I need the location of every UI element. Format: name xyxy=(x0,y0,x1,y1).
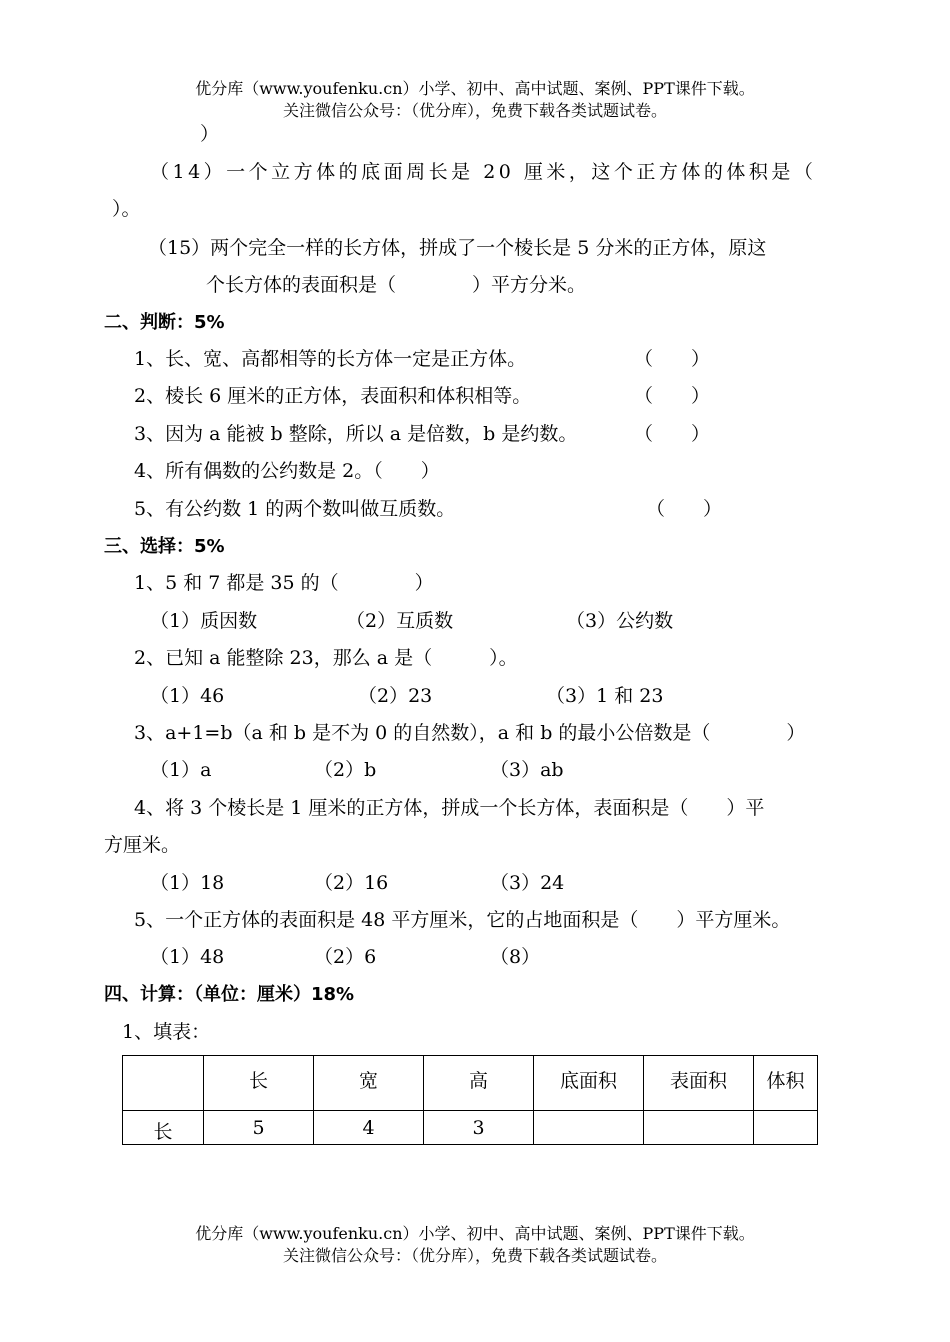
judge-item-3-paren: （ ） xyxy=(634,423,711,445)
choice-q1-stem: 1、5 和 7 都是 35 的（ ） xyxy=(134,572,434,594)
judge-item-1-paren: （ ） xyxy=(634,348,711,370)
question-15-line-2: 个长方体的表面积是（ ）平方分米。 xyxy=(206,274,587,296)
choice-q4-opt-1: （1）18 xyxy=(150,872,225,894)
judge-item-5-paren: （ ） xyxy=(646,498,723,520)
question-14-line-1: （14）一个立方体的底面周长是 20 厘米，这个正方体的体积是（ xyxy=(150,161,817,183)
choice-q2-stem: 2、已知 a 能整除 23，那么 a 是（ ）。 xyxy=(134,647,518,669)
choice-q4-stem-line-1: 4、将 3 个棱长是 1 厘米的正方体，拼成一个长方体，表面积是（ ）平 xyxy=(134,797,765,819)
choice-q4-opt-3: （3）24 xyxy=(490,872,565,894)
table-header-cell: 高 xyxy=(424,1056,534,1111)
choice-q5-stem: 5、一个正方体的表面积是 48 平方厘米，它的占地面积是（ ）平方厘米。 xyxy=(134,909,791,931)
choice-q4-stem-line-2: 方厘米。 xyxy=(104,834,181,856)
section-choice-title: 三、选择：5% xyxy=(104,536,225,557)
table-cell: 5 xyxy=(204,1111,314,1145)
header-line-1: 优分库（www.youfenku.cn）小学、初中、高中试题、案例、PPT课件下载。 xyxy=(195,79,755,98)
section-calc-title: 四、计算：（单位：厘米）18% xyxy=(104,984,355,1005)
header-line-2: 关注微信公众号：（优分库），免费下载各类试题试卷。 xyxy=(282,101,667,120)
question-15-line-1: （15）两个完全一样的长方体，拼成了一个棱长是 5 分米的正方体，原这 xyxy=(148,237,767,259)
table-row xyxy=(123,1111,818,1145)
table-header-cell: 长 xyxy=(204,1056,314,1111)
table-header-cell: 宽 xyxy=(314,1056,424,1111)
choice-q1-opt-3: （3）公约数 xyxy=(566,610,674,632)
choice-q1-opt-1: （1）质因数 xyxy=(150,610,258,632)
judge-item-3: 3、因为 a 能被 b 整除，所以 a 是倍数，b 是约数。 xyxy=(134,423,578,445)
judge-item-5: 5、有公约数 1 的两个数叫做互质数。 xyxy=(134,498,456,520)
table-header-cell xyxy=(123,1056,204,1111)
judge-item-4: 4、所有偶数的公约数是 2。（ ） xyxy=(134,460,440,482)
question-14-line-2: ）。 xyxy=(112,198,141,220)
table-cell xyxy=(754,1111,818,1145)
choice-q5-opt-2: （2）6 xyxy=(314,946,377,968)
footer-line-2: 关注微信公众号：（优分库），免费下载各类试题试卷。 xyxy=(282,1246,667,1265)
table-header-cell: 表面积 xyxy=(644,1056,754,1111)
judge-item-2: 2、棱长 6 厘米的正方体，表面积和体积相等。 xyxy=(134,385,532,407)
table-cell: 长 xyxy=(123,1111,204,1145)
choice-q5-opt-1: （1）48 xyxy=(150,946,225,968)
choice-q1-opt-2: （2）互质数 xyxy=(346,610,454,632)
choice-q5-opt-3: （8） xyxy=(490,946,541,968)
stray-paren: ） xyxy=(200,123,220,145)
choice-q4-opt-2: （2）16 xyxy=(314,872,389,894)
table-cell: 3 xyxy=(424,1111,534,1145)
choice-q2-opt-3: （3）1 和 23 xyxy=(546,685,664,707)
judge-item-1: 1、长、宽、高都相等的长方体一定是正方体。 xyxy=(134,348,527,370)
table-header-cell: 体积 xyxy=(754,1056,818,1111)
choice-q2-opt-1: （1）46 xyxy=(150,685,225,707)
footer-line-1: 优分库（www.youfenku.cn）小学、初中、高中试题、案例、PPT课件下载。 xyxy=(195,1224,755,1243)
table-header-cell: 底面积 xyxy=(534,1056,644,1111)
table-header-row xyxy=(123,1056,818,1111)
section-judge-title: 二、判断：5% xyxy=(104,312,225,333)
dimension-table xyxy=(122,1055,818,1145)
calc-subtitle: 1、填表： xyxy=(122,1021,211,1043)
choice-q3-opt-1: （1）a xyxy=(150,759,212,781)
table-cell: 4 xyxy=(314,1111,424,1145)
choice-q3-opt-2: （2）b xyxy=(314,759,377,781)
choice-q2-opt-2: （2）23 xyxy=(358,685,433,707)
choice-q3-stem: 3、a+1=b（a 和 b 是不为 0 的自然数），a 和 b 的最小公倍数是（ ） xyxy=(134,722,806,744)
judge-item-2-paren: （ ） xyxy=(634,385,711,407)
choice-q3-opt-3: （3）ab xyxy=(490,759,564,781)
table-cell xyxy=(534,1111,644,1145)
table-cell xyxy=(644,1111,754,1145)
